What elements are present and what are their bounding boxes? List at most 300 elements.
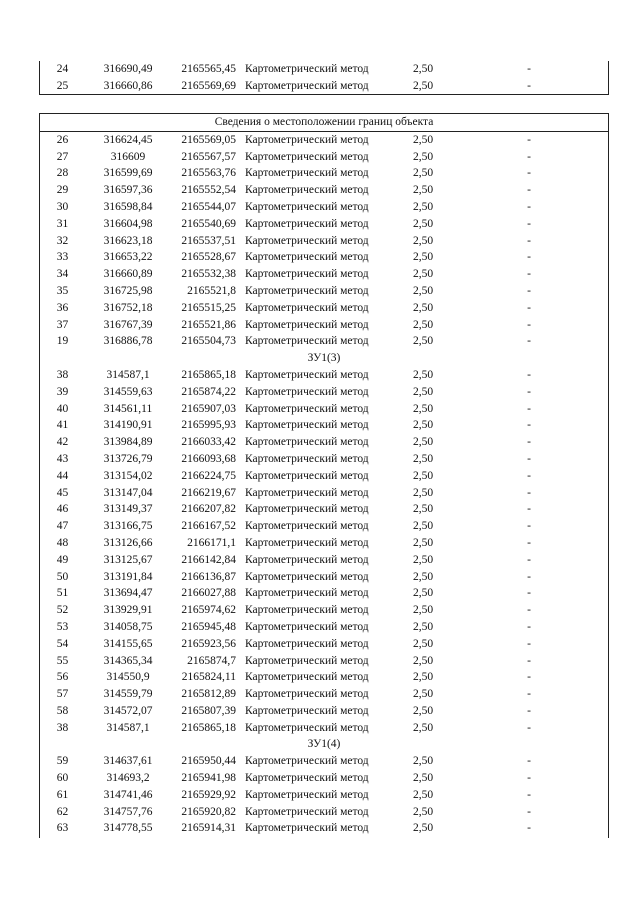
- cell-method: Картометрический метод: [245, 184, 369, 197]
- cell-description: -: [527, 284, 531, 297]
- cell-method: Картометрический метод: [245, 721, 369, 734]
- cell-coordinate-y: 2166093,68: [181, 452, 236, 465]
- cell-point-number: 38: [56, 368, 69, 381]
- cell-method: Картометрический метод: [245, 402, 369, 415]
- table-row: [40, 132, 608, 149]
- cell-method: Картометрический метод: [245, 284, 369, 297]
- cell-method: Картометрический метод: [245, 234, 369, 247]
- cell-coordinate-x: 316690,49: [103, 63, 153, 75]
- cell-precision: 2,50: [412, 133, 434, 146]
- cell-coordinate-x: 316597,36: [103, 184, 153, 197]
- table-row: [40, 787, 608, 804]
- table-row: [40, 804, 608, 821]
- cell-coordinate-x: 313694,47: [103, 587, 153, 600]
- cell-point-number: 63: [56, 822, 69, 835]
- cell-precision: 2,50: [412, 284, 434, 297]
- rows-group-1: [40, 132, 608, 350]
- table-row: [40, 468, 608, 485]
- cell-coordinate-x: 316886,78: [103, 335, 153, 348]
- sub-header-zu1-4: ЗУ1(4): [307, 738, 341, 751]
- cell-precision: 2,50: [412, 704, 434, 717]
- cell-precision: 2,50: [412, 503, 434, 516]
- cell-point-number: 38: [56, 721, 69, 734]
- cell-point-number: 53: [56, 620, 69, 633]
- cell-coordinate-y: 2165504,73: [181, 335, 236, 348]
- cell-description: -: [527, 587, 531, 600]
- table-row: [40, 317, 608, 334]
- cell-description: -: [527, 772, 531, 785]
- rows-group-3: [40, 753, 608, 837]
- table-row: [40, 636, 608, 653]
- cell-coordinate-x: 314561,11: [103, 402, 153, 415]
- cell-precision: 2,50: [412, 805, 434, 818]
- cell-coordinate-x: 316660,86: [103, 79, 153, 92]
- cell-description: -: [527, 452, 531, 465]
- table-row: [40, 552, 608, 569]
- table-row: [40, 300, 608, 317]
- cell-coordinate-x: 316623,18: [103, 234, 153, 247]
- table-row: [40, 182, 608, 199]
- cell-description: -: [527, 268, 531, 281]
- cell-method: Картометрический метод: [245, 772, 369, 785]
- cell-description: -: [527, 368, 531, 381]
- cell-point-number: 54: [56, 637, 69, 650]
- cell-coordinate-y: 2165865,18: [181, 368, 236, 381]
- cell-coordinate-y: 2165540,69: [181, 217, 236, 230]
- cell-description: -: [527, 671, 531, 684]
- cell-precision: 2,50: [412, 150, 434, 163]
- cell-point-number: 44: [56, 469, 69, 482]
- cell-precision: 2,50: [412, 822, 434, 835]
- cell-coordinate-x: 314693,2: [106, 772, 150, 785]
- cell-method: Картометрический метод: [245, 79, 369, 92]
- cell-precision: 2,50: [412, 368, 434, 381]
- cell-method: Картометрический метод: [245, 688, 369, 701]
- cell-description: -: [527, 436, 531, 449]
- cell-coordinate-x: 314587,1: [106, 721, 150, 734]
- cell-description: -: [527, 318, 531, 331]
- cell-precision: 2,50: [412, 654, 434, 667]
- cell-description: -: [527, 604, 531, 617]
- cell-precision: 2,50: [412, 402, 434, 415]
- cell-coordinate-x: 314058,75: [103, 620, 153, 633]
- cell-coordinate-y: 2166167,52: [181, 520, 236, 533]
- cell-description: -: [527, 335, 531, 348]
- cell-description: -: [527, 755, 531, 768]
- cell-method: Картометрический метод: [245, 587, 369, 600]
- cell-method: Картометрический метод: [245, 368, 369, 381]
- cell-coordinate-y: 2166027,88: [181, 587, 236, 600]
- cell-coordinate-y: 2166142,84: [181, 553, 236, 566]
- cell-point-number: 46: [56, 503, 69, 516]
- cell-coordinate-x: 313726,79: [103, 452, 153, 465]
- cell-method: Картометрический метод: [245, 318, 369, 331]
- cell-method: Картометрический метод: [245, 268, 369, 281]
- cell-description: -: [527, 419, 531, 432]
- cell-coordinate-x: 316660,89: [103, 268, 153, 281]
- cell-precision: 2,50: [412, 318, 434, 331]
- cell-coordinate-x: 313191,84: [103, 570, 153, 583]
- cell-coordinate-y: 2165521,86: [181, 318, 236, 331]
- cell-point-number: 42: [56, 436, 69, 449]
- cell-coordinate-y: 2165565,45: [181, 63, 236, 75]
- cell-coordinate-x: 313147,04: [103, 486, 153, 499]
- cell-point-number: 26: [56, 133, 69, 146]
- coordinates-table-top: [39, 61, 609, 95]
- cell-method: Картометрический метод: [245, 167, 369, 180]
- cell-point-number: 59: [56, 755, 69, 768]
- cell-method: Картометрический метод: [245, 133, 369, 146]
- cell-precision: 2,50: [412, 335, 434, 348]
- cell-description: -: [527, 301, 531, 314]
- cell-description: -: [527, 536, 531, 549]
- cell-precision: 2,50: [412, 604, 434, 617]
- cell-description: -: [527, 520, 531, 533]
- cell-point-number: 24: [56, 63, 69, 75]
- cell-point-number: 29: [56, 184, 69, 197]
- cell-coordinate-x: 316624,45: [103, 133, 153, 146]
- cell-coordinate-y: 2165914,31: [181, 822, 236, 835]
- cell-method: Картометрический метод: [245, 469, 369, 482]
- cell-point-number: 30: [56, 200, 69, 213]
- cell-precision: 2,50: [412, 234, 434, 247]
- cell-description: -: [527, 63, 531, 75]
- cell-coordinate-y: 2165950,44: [181, 755, 236, 768]
- cell-coordinate-y: 2165923,56: [181, 637, 236, 650]
- cell-description: -: [527, 469, 531, 482]
- cell-coordinate-y: 2165974,62: [181, 604, 236, 617]
- table-row: [40, 703, 608, 720]
- cell-method: Картометрический метод: [245, 486, 369, 499]
- cell-precision: 2,50: [412, 469, 434, 482]
- cell-coordinate-x: 316767,39: [103, 318, 153, 331]
- cell-point-number: 35: [56, 284, 69, 297]
- cell-precision: 2,50: [412, 772, 434, 785]
- cell-coordinate-y: 2165920,82: [181, 805, 236, 818]
- cell-coordinate-x: 314572,07: [103, 704, 153, 717]
- coordinates-table-main: [39, 113, 609, 838]
- cell-description: -: [527, 553, 531, 566]
- cell-coordinate-y: 2165537,51: [181, 234, 236, 247]
- cell-point-number: 50: [56, 570, 69, 583]
- cell-coordinate-x: 313929,91: [103, 604, 153, 617]
- cell-point-number: 34: [56, 268, 69, 281]
- cell-point-number: 41: [56, 419, 69, 432]
- cell-precision: 2,50: [412, 570, 434, 583]
- cell-coordinate-x: 313149,37: [103, 503, 153, 516]
- cell-precision: 2,50: [412, 301, 434, 314]
- cell-method: Картометрический метод: [245, 200, 369, 213]
- cell-coordinate-y: 2165941,98: [181, 772, 236, 785]
- cell-point-number: 55: [56, 654, 69, 667]
- cell-point-number: 40: [56, 402, 69, 415]
- cell-description: -: [527, 688, 531, 701]
- cell-method: Картометрический метод: [245, 553, 369, 566]
- table-row: [40, 384, 608, 401]
- cell-coordinate-y: 2165521,8: [187, 284, 236, 297]
- cell-method: Картометрический метод: [245, 63, 369, 75]
- table-row: [40, 78, 608, 95]
- cell-coordinate-x: 313126,66: [103, 536, 153, 549]
- cell-method: Картометрический метод: [245, 805, 369, 818]
- cell-coordinate-x: 314550,9: [106, 671, 150, 684]
- cell-coordinate-x: 316609: [110, 150, 146, 163]
- cell-point-number: 52: [56, 604, 69, 617]
- cell-method: Картометрический метод: [245, 217, 369, 230]
- cell-coordinate-y: 2166219,67: [181, 486, 236, 499]
- table-row: [40, 602, 608, 619]
- cell-precision: 2,50: [412, 637, 434, 650]
- table-row: [40, 720, 608, 737]
- cell-description: -: [527, 167, 531, 180]
- cell-coordinate-y: 2165567,57: [181, 150, 236, 163]
- cell-method: Картометрический метод: [245, 704, 369, 717]
- cell-description: -: [527, 133, 531, 146]
- table-row: [40, 820, 608, 837]
- cell-description: -: [527, 402, 531, 415]
- cell-precision: 2,50: [412, 620, 434, 633]
- cell-precision: 2,50: [412, 268, 434, 281]
- cell-description: -: [527, 654, 531, 667]
- cell-description: -: [527, 637, 531, 650]
- cell-coordinate-y: 2165552,54: [181, 184, 236, 197]
- cell-precision: 2,50: [412, 419, 434, 432]
- cell-precision: 2,50: [412, 520, 434, 533]
- cell-description: -: [527, 217, 531, 230]
- cell-coordinate-y: 2165569,69: [181, 79, 236, 92]
- cell-coordinate-x: 314757,76: [103, 805, 153, 818]
- cell-coordinate-y: 2165569,05: [181, 133, 236, 146]
- cell-method: Картометрический метод: [245, 301, 369, 314]
- cell-method: Картометрический метод: [245, 536, 369, 549]
- cell-coordinate-x: 313984,89: [103, 436, 153, 449]
- table-row: [40, 585, 608, 602]
- cell-coordinate-x: 314559,79: [103, 688, 153, 701]
- cell-method: Картометрический метод: [245, 604, 369, 617]
- rows-group-2: [40, 367, 608, 737]
- table-row: [40, 233, 608, 250]
- cell-coordinate-x: 314155,65: [103, 637, 153, 650]
- cell-description: -: [527, 805, 531, 818]
- cell-point-number: 25: [56, 79, 69, 92]
- table-row: [40, 199, 608, 216]
- cell-coordinate-y: 2165528,67: [181, 251, 236, 264]
- cell-coordinate-x: 316598,84: [103, 200, 153, 213]
- cell-point-number: 43: [56, 452, 69, 465]
- cell-coordinate-x: 316604,98: [103, 217, 153, 230]
- cell-precision: 2,50: [412, 553, 434, 566]
- cell-point-number: 60: [56, 772, 69, 785]
- cell-coordinate-y: 2165812,89: [181, 688, 236, 701]
- cell-precision: 2,50: [412, 788, 434, 801]
- cell-point-number: 37: [56, 318, 69, 331]
- cell-method: Картометрический метод: [245, 385, 369, 398]
- cell-coordinate-y: 2165995,93: [181, 419, 236, 432]
- cell-precision: 2,50: [412, 671, 434, 684]
- cell-coordinate-x: 314559,63: [103, 385, 153, 398]
- cell-point-number: 33: [56, 251, 69, 264]
- table-row: [40, 535, 608, 552]
- table-row: [40, 569, 608, 586]
- cell-coordinate-y: 2166136,87: [181, 570, 236, 583]
- table-row: [40, 216, 608, 233]
- cell-description: -: [527, 503, 531, 516]
- cell-coordinate-x: 314778,55: [103, 822, 153, 835]
- cell-point-number: 56: [56, 671, 69, 684]
- table-row: [40, 619, 608, 636]
- table-row: [40, 61, 608, 78]
- cell-method: Картометрический метод: [245, 620, 369, 633]
- cell-point-number: 31: [56, 217, 69, 230]
- cell-coordinate-y: 2165907,03: [181, 402, 236, 415]
- cell-description: -: [527, 184, 531, 197]
- top-rows-group: [40, 61, 608, 95]
- cell-description: -: [527, 570, 531, 583]
- cell-precision: 2,50: [412, 587, 434, 600]
- table-row: [40, 686, 608, 703]
- table-row: [40, 149, 608, 166]
- sub-header-zu1-3: ЗУ1(3): [307, 352, 341, 365]
- table-row: [40, 669, 608, 686]
- cell-method: Картометрический метод: [245, 150, 369, 163]
- cell-precision: 2,50: [412, 251, 434, 264]
- cell-point-number: 36: [56, 301, 69, 314]
- cell-method: Картометрический метод: [245, 436, 369, 449]
- cell-precision: 2,50: [412, 486, 434, 499]
- cell-coordinate-x: 316599,69: [103, 167, 153, 180]
- cell-point-number: 28: [56, 167, 69, 180]
- cell-coordinate-y: 2165874,7: [187, 654, 236, 667]
- cell-method: Картометрический метод: [245, 788, 369, 801]
- table-row: [40, 501, 608, 518]
- cell-coordinate-y: 2165929,92: [181, 788, 236, 801]
- section-header: Сведения о местоположении границ объекта: [40, 114, 608, 132]
- table-row: [40, 401, 608, 418]
- cell-point-number: 19: [56, 335, 69, 348]
- table-row: [40, 333, 608, 350]
- cell-precision: 2,50: [412, 721, 434, 734]
- cell-description: -: [527, 150, 531, 163]
- cell-method: Картометрический метод: [245, 637, 369, 650]
- cell-point-number: 51: [56, 587, 69, 600]
- table-row: [40, 165, 608, 182]
- cell-coordinate-y: 2165544,07: [181, 200, 236, 213]
- cell-description: -: [527, 385, 531, 398]
- cell-description: -: [527, 620, 531, 633]
- table-row: [40, 451, 608, 468]
- cell-precision: 2,50: [412, 452, 434, 465]
- cell-description: -: [527, 200, 531, 213]
- cell-description: -: [527, 822, 531, 835]
- cell-coordinate-y: 2165532,38: [181, 268, 236, 281]
- cell-coordinate-x: 316752,18: [103, 301, 153, 314]
- cell-method: Картометрический метод: [245, 251, 369, 264]
- cell-coordinate-y: 2166033,42: [181, 436, 236, 449]
- cell-method: Картометрический метод: [245, 419, 369, 432]
- cell-method: Картометрический метод: [245, 570, 369, 583]
- cell-method: Картометрический метод: [245, 822, 369, 835]
- cell-method: Картометрический метод: [245, 335, 369, 348]
- cell-precision: 2,50: [412, 63, 434, 75]
- cell-precision: 2,50: [412, 536, 434, 549]
- table-row: [40, 753, 608, 770]
- cell-coordinate-x: 314365,34: [103, 654, 153, 667]
- table-row: [40, 249, 608, 266]
- cell-coordinate-x: 314587,1: [106, 368, 150, 381]
- cell-point-number: 27: [56, 150, 69, 163]
- cell-coordinate-x: 314741,46: [103, 788, 153, 801]
- cell-point-number: 61: [56, 788, 69, 801]
- cell-precision: 2,50: [412, 217, 434, 230]
- cell-precision: 2,50: [412, 436, 434, 449]
- table-row: [40, 434, 608, 451]
- cell-point-number: 58: [56, 704, 69, 717]
- cell-precision: 2,50: [412, 755, 434, 768]
- cell-precision: 2,50: [412, 79, 434, 92]
- cell-coordinate-y: 2165515,25: [181, 301, 236, 314]
- cell-coordinate-y: 2166224,75: [181, 469, 236, 482]
- cell-method: Картометрический метод: [245, 755, 369, 768]
- cell-point-number: 48: [56, 536, 69, 549]
- cell-method: Картометрический метод: [245, 654, 369, 667]
- table-row: [40, 770, 608, 787]
- cell-description: -: [527, 251, 531, 264]
- cell-coordinate-y: 2165807,39: [181, 704, 236, 717]
- cell-description: -: [527, 788, 531, 801]
- cell-coordinate-y: 2166171,1: [187, 536, 236, 549]
- cell-precision: 2,50: [412, 688, 434, 701]
- cell-precision: 2,50: [412, 200, 434, 213]
- cell-point-number: 39: [56, 385, 69, 398]
- table-row: [40, 367, 608, 384]
- cell-coordinate-y: 2165824,11: [181, 671, 236, 684]
- cell-coordinate-y: 2165865,18: [181, 721, 236, 734]
- table-row: [40, 485, 608, 502]
- cell-precision: 2,50: [412, 184, 434, 197]
- cell-coordinate-x: 313125,67: [103, 553, 153, 566]
- cell-precision: 2,50: [412, 167, 434, 180]
- cell-point-number: 32: [56, 234, 69, 247]
- cell-method: Картометрический метод: [245, 503, 369, 516]
- cell-point-number: 62: [56, 805, 69, 818]
- table-row: [40, 653, 608, 670]
- cell-coordinate-y: 2165563,76: [181, 167, 236, 180]
- cell-method: Картометрический метод: [245, 520, 369, 533]
- cell-coordinate-y: 2165874,22: [181, 385, 236, 398]
- cell-description: -: [527, 234, 531, 247]
- table-row: [40, 266, 608, 283]
- cell-coordinate-y: 2166207,82: [181, 503, 236, 516]
- cell-point-number: 47: [56, 520, 69, 533]
- cell-precision: 2,50: [412, 385, 434, 398]
- cell-coordinate-x: 313166,75: [103, 520, 153, 533]
- cell-point-number: 45: [56, 486, 69, 499]
- cell-coordinate-x: 314637,61: [103, 755, 153, 768]
- cell-point-number: 49: [56, 553, 69, 566]
- table-row: [40, 518, 608, 535]
- cell-coordinate-x: 313154,02: [103, 469, 153, 482]
- table-row: [40, 417, 608, 434]
- cell-description: -: [527, 721, 531, 734]
- cell-description: -: [527, 486, 531, 499]
- cell-description: -: [527, 704, 531, 717]
- table-row: [40, 283, 608, 300]
- cell-method: Картометрический метод: [245, 671, 369, 684]
- cell-coordinate-x: 314190,91: [103, 419, 153, 432]
- cell-point-number: 57: [56, 688, 69, 701]
- cell-coordinate-x: 316725,98: [103, 284, 153, 297]
- cell-description: -: [527, 79, 531, 92]
